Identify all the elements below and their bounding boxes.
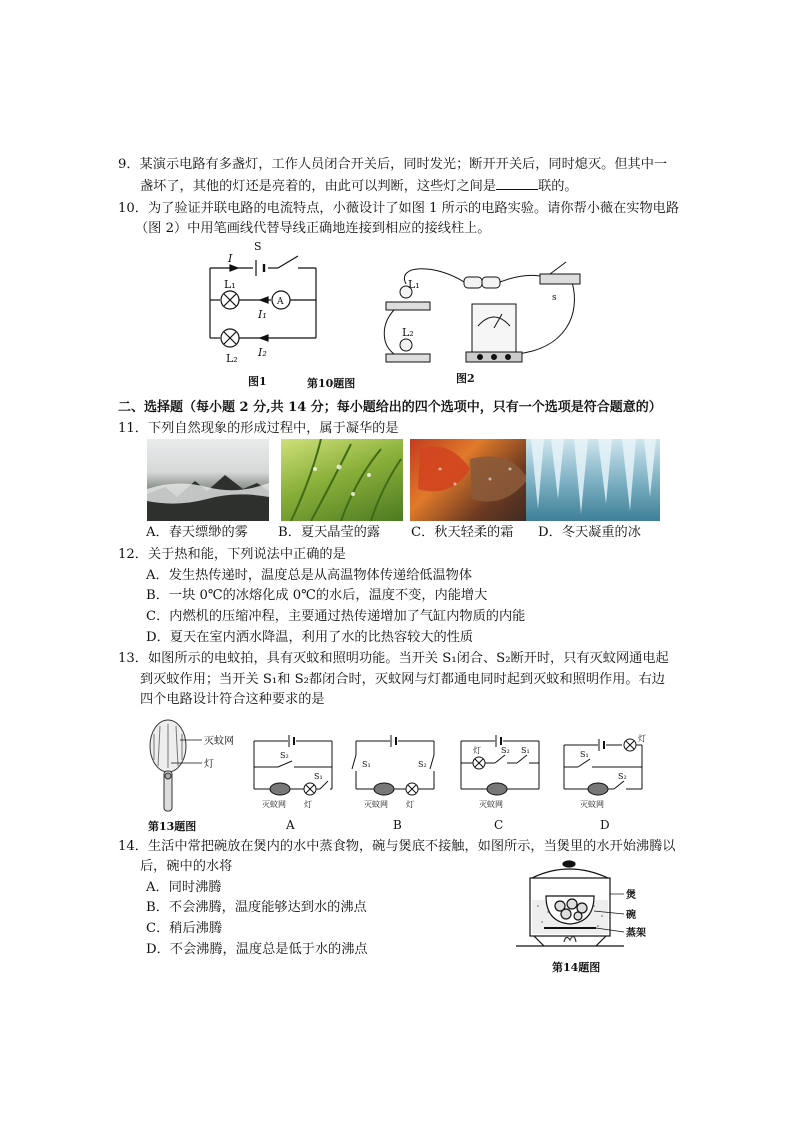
fig1-label-I: I — [228, 252, 233, 265]
q14-option-d[interactable]: D．不会沸腾，温度总是低于水的沸点 — [146, 942, 368, 957]
c-lamp: 灯 — [473, 746, 481, 755]
q13-racket-figure — [140, 716, 250, 816]
q14-line2: 后，碗中的水将 — [140, 859, 233, 874]
q11-option-b[interactable]: B．夏天晶莹的露 — [278, 525, 381, 540]
q9-line2-text: 盏坏了，其他的灯还是亮着的，由此可以判断，这些灯之间是 — [140, 179, 497, 194]
q10-fig1-circuit — [198, 238, 328, 370]
q10-caption-main: 第10题图 — [307, 377, 356, 390]
q14-caption: 第14题图 — [552, 961, 601, 974]
fig1-label-I2: I₂ — [258, 346, 267, 359]
fig1-label-S: S — [254, 240, 262, 253]
q12-option-a[interactable]: A．发生热传递时，温度总是从高温物体传递给低温物体 — [146, 568, 473, 583]
b-net: 灭蚊网 — [364, 800, 388, 809]
q9-answer-blank[interactable] — [496, 177, 538, 190]
q10-caption-fig1: 图1 — [248, 375, 267, 388]
frost-leaves-image — [410, 439, 532, 521]
fig1-label-L2: L₂ — [226, 352, 238, 365]
racket-label-lamp: 灯 — [204, 759, 214, 770]
q11-photo-ice — [526, 439, 660, 521]
q12-stem: 12．关于热和能，下列说法中正确的是 — [118, 547, 346, 562]
q10-line1: 10．为了验证并联电路的电流特点，小薇设计了如图 1 所示的电路实验。请你帮小薇在实物电路 — [118, 201, 680, 216]
fig1-label-L1: L₁ — [224, 278, 236, 291]
q12-option-c[interactable]: C．内燃机的压缩冲程，主要通过热传递增加了气缸内物质的内能 — [146, 609, 526, 624]
q13-circuit-d[interactable] — [558, 733, 658, 813]
q12-option-b[interactable]: B．一块 0℃的冰熔化成 0℃的水后，温度不变，内能增大 — [146, 588, 488, 603]
fig2-label-L2: L₂ — [402, 326, 414, 339]
fig2-label-L1: L₁ — [408, 278, 420, 291]
racket-label-net: 灭蚊网 — [204, 736, 234, 747]
bowl-label: 碗 — [626, 910, 636, 921]
q11-stem: 11．下列自然现象的形成过程中，属于凝华的是 — [118, 421, 399, 436]
pot-label: 煲 — [626, 890, 636, 901]
q9-line2-end: 联的。 — [538, 179, 578, 194]
a-lamp: 灯 — [304, 800, 312, 809]
section2-heading: 二、选择题（每小题 2 分,共 14 分；每小题给出的四个选项中，只有一个选项是符合题意的） — [118, 400, 662, 415]
fig1-label-I1: I₁ — [258, 308, 267, 321]
q9-line2 — [140, 177, 578, 196]
fig2-label-s: s — [552, 293, 557, 303]
q13-line2: 到灭蚊作用；当开关 S₁和 S₂都闭合时，灭蚊网与灯都通电同时起到灭蚊和照明作用。右边 — [140, 672, 665, 687]
q14-option-c[interactable]: C．稍后沸腾 — [146, 921, 223, 936]
rack-label: 蒸架 — [626, 928, 646, 939]
q13-circuit-b[interactable] — [350, 733, 440, 813]
b-lamp: 灯 — [406, 800, 414, 809]
d-s2: S₂ — [618, 772, 627, 781]
d-lamp: 灯 — [638, 734, 646, 743]
q12-option-d[interactable]: D．夏天在室内洒水降温，利用了水的比热容较大的性质 — [146, 630, 474, 645]
q11-photo-fog — [147, 439, 269, 521]
q13-circuit-c[interactable] — [455, 733, 545, 813]
q14-pot-figure — [514, 856, 664, 956]
q13-label-d: D — [600, 818, 610, 832]
q11-option-d[interactable]: D．冬天凝重的冰 — [538, 525, 641, 540]
q13-label-c: C — [494, 818, 504, 832]
q11-option-c[interactable]: C．秋天轻柔的霜 — [411, 525, 514, 540]
a-net: 灭蚊网 — [262, 800, 286, 809]
q9-line1: 9．某演示电路有多盏灯，工作人员闭合开关后，同时发光；断开开关后，同时熄灭。但其中一 — [118, 157, 668, 172]
ice-image — [526, 439, 660, 521]
d-net: 灭蚊网 — [580, 800, 604, 809]
q10-line2: （图 2）中用笔画线代替导线正确地连接到相应的接线柱上。 — [135, 221, 491, 236]
q14-option-b[interactable]: B．不会沸腾，温度能够达到水的沸点 — [146, 900, 367, 915]
q13-line1: 13．如图所示的电蚊拍，具有灭蚊和照明功能。当开关 S₁闭合、S₂断开时，只有灭蚊网通电起 — [118, 651, 669, 666]
fog-mountain-image — [147, 439, 269, 521]
c-net: 灭蚊网 — [479, 800, 503, 809]
a-s1: S₁ — [314, 772, 323, 781]
q10-caption-fig2: 图2 — [456, 372, 475, 385]
c-s1: S₁ — [521, 746, 530, 755]
c-s2: S₂ — [501, 746, 510, 755]
b-s2: S₂ — [418, 760, 427, 769]
q11-option-a[interactable]: A．春天缥缈的雾 — [146, 525, 248, 540]
b-s1: S₁ — [362, 760, 371, 769]
q13-circuit-a[interactable] — [248, 733, 338, 813]
a-s2: S₂ — [280, 751, 289, 760]
d-s1: S₁ — [580, 750, 589, 759]
q14-line1: 14．生活中常把碗放在煲内的水中蒸食物，碗与煲底不接触，如图所示，当煲里的水开始沸腾以 — [118, 839, 676, 854]
q13-label-a: A — [286, 818, 295, 832]
q10-fig2-physical — [376, 254, 588, 370]
q11-photo-dew — [281, 439, 403, 521]
q13-line3: 四个电路设计符合这种要求的是 — [140, 692, 325, 707]
dew-grass-image — [281, 439, 403, 521]
q13-label-b: B — [393, 818, 402, 832]
q14-option-a[interactable]: A．同时沸腾 — [146, 880, 222, 895]
q11-photo-frost — [410, 439, 532, 521]
q13-caption: 第13题图 — [148, 820, 197, 833]
fig1-ammeter-A: A — [277, 297, 284, 307]
